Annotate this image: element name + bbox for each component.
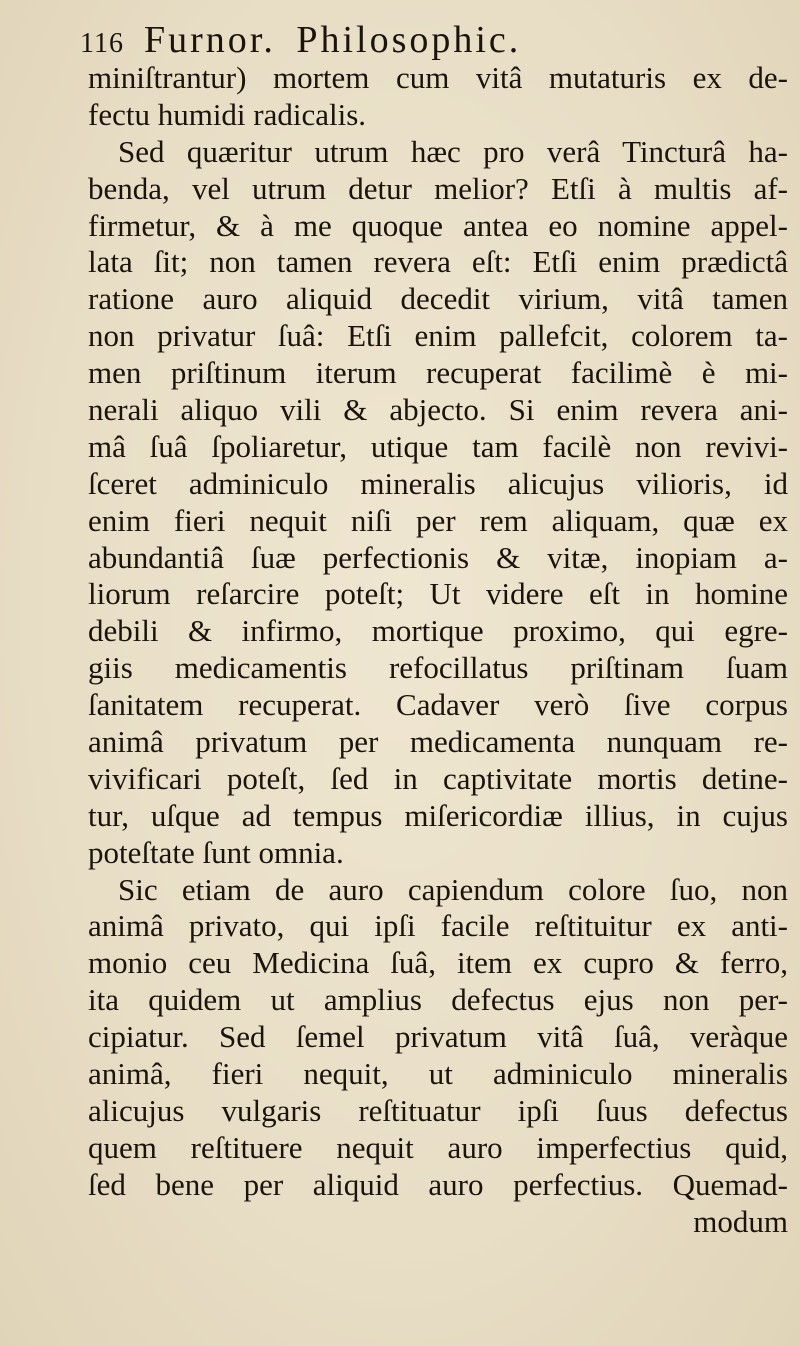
text-line: ſed bene per aliquid auro perfectius. Quemad-	[88, 1166, 788, 1202]
text-line: Sic etiam de auro capiendum colore ſuo, non	[118, 871, 788, 907]
text-line: liorum reſarcire poteſt; Ut videre eſt in homine	[88, 576, 788, 612]
text-line: ſanitatem recuperat. Cadaver verò ſive corpus	[88, 687, 788, 723]
text-line: tur, uſque ad tempus miſericordiæ illius, in cujus	[88, 797, 788, 833]
text-line: abundantiâ ſuæ perfectionis & vitæ, inopiam a-	[88, 539, 788, 575]
text-line: animâ, fieri nequit, ut adminiculo mineralis	[88, 1056, 788, 1092]
text-line: vivificari poteſt, ſed in captivitate mortis detine-	[88, 760, 788, 796]
text-line: firmetur, & à me quoque antea eo nomine appel-	[88, 207, 788, 243]
text-line: ratione auro aliquid decedit virium, vitâ tamen	[88, 281, 788, 317]
text-line: enim fieri nequit niſi per rem aliquam, quæ ex	[88, 502, 788, 538]
text-line: modum	[693, 1203, 788, 1239]
text-line: mâ ſuâ ſpoliaretur, utique tam facilè non revivi-	[88, 428, 788, 464]
running-head-title: Philosophic.	[296, 19, 522, 61]
text-line: poteſtate ſunt omnia.	[88, 834, 344, 870]
text-line: lata ſit; non tamen revera eſt: Etſi enim prædictâ	[88, 244, 788, 280]
text-line: men priſtinum iterum recuperat facilimè è mi-	[88, 355, 788, 391]
text-line: alicujus vulgaris reſtituatur ipſi ſuus defectus	[88, 1092, 788, 1128]
running-head-author: Furnor.	[143, 19, 276, 61]
text-line: quem reſtituere nequit auro imperfectius quid,	[88, 1129, 788, 1165]
text-line: ſceret adminiculo mineralis alicujus vilioris, id	[88, 465, 788, 501]
body-text	[88, 60, 788, 1241]
text-line: animâ privatum per medicamenta nunquam re-	[88, 724, 788, 760]
text-line: fectu humidi radicalis.	[88, 96, 367, 132]
text-line: cipiatur. Sed ſemel privatum vitâ ſuâ, veràque	[88, 1019, 788, 1055]
text-line: monio ceu Medicina ſuâ, item ex cupro & ferro,	[88, 945, 788, 981]
text-line: giis medicamentis refocillatus priſtinam ſuam	[88, 650, 788, 686]
page-number: 116	[80, 28, 124, 59]
text-line: benda, vel utrum detur melior? Etſi à multis af-	[88, 170, 788, 206]
text-line: animâ privato, qui ipſi facile reſtituitur ex anti-	[88, 908, 788, 944]
text-line: nerali aliquo vili & abjecto. Si enim revera ani-	[88, 392, 788, 428]
text-line: ita quidem ut amplius defectus ejus non per-	[88, 982, 788, 1018]
text-line: debili & infirmo, mortique proximo, qui egre-	[88, 613, 788, 649]
running-head	[80, 18, 780, 62]
text-line: miniſtrantur) mortem cum vitâ mutaturis ex de-	[88, 60, 788, 95]
text-line: Sed quæritur utrum hæc pro verâ Tincturâ ha-	[118, 133, 788, 169]
text-line: non privatur ſuâ: Etſi enim pallefcit, colorem ta-	[88, 318, 788, 354]
